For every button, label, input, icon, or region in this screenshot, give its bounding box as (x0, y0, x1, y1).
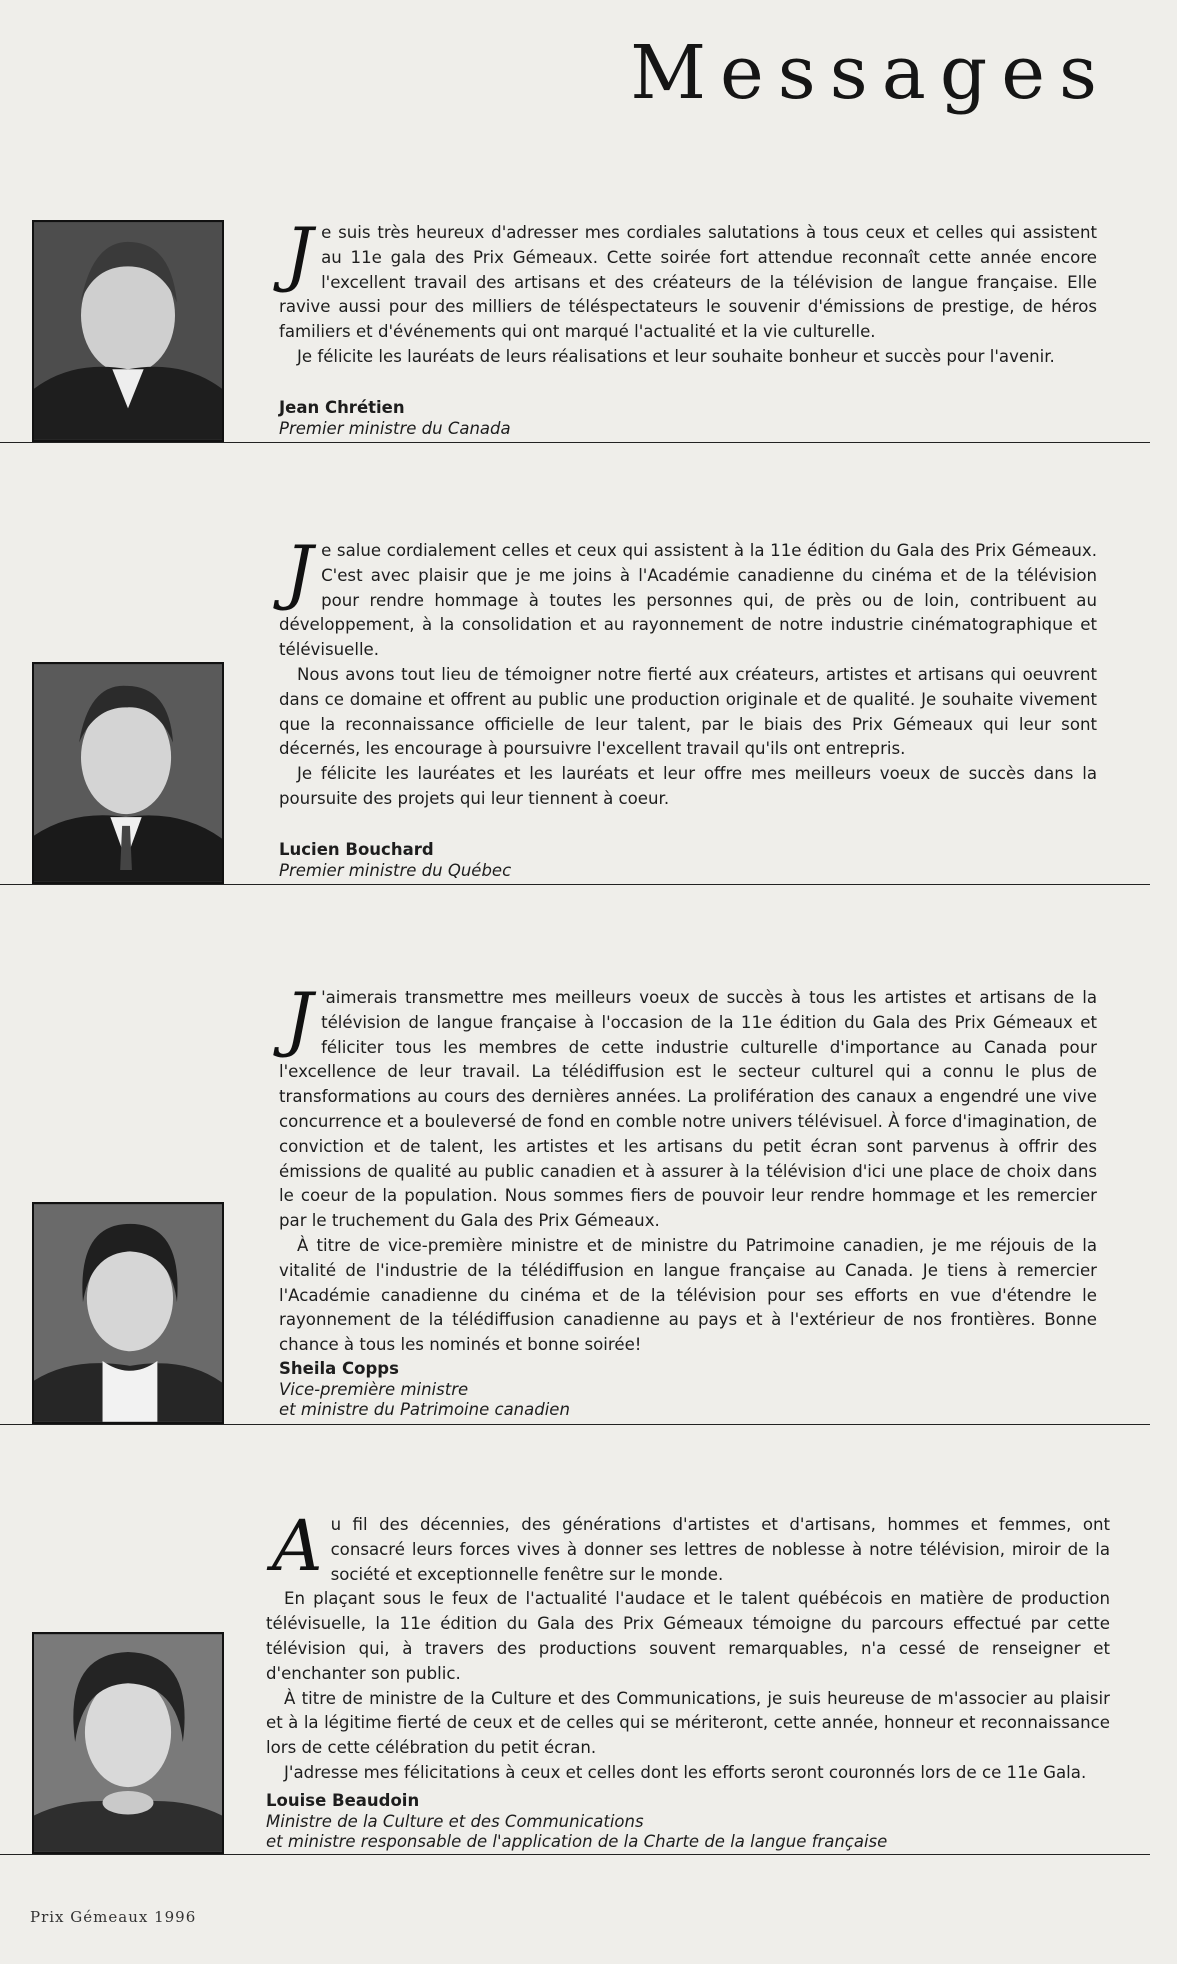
signatory-title: et ministre du Patrimoine canadien (279, 1400, 570, 1419)
message-paragraph: Nous avons tout lieu de témoigner notre fierté aux créateurs, artistes et artisans qui oeuvrent dans ce domaine et offrent au public une production originale et de qualité. Je souhaite vivement que la reconnaissance officielle de leur talent, par le biais des Prix Gémeaux qui leur sont décernés, les encourage à poursuivre l'excellent travail qu'ils ont entrepris. (279, 664, 1097, 759)
page-title: Messages (630, 30, 1111, 116)
drop-cap: J (285, 978, 314, 1060)
portrait-image (34, 222, 222, 440)
message-text (266, 1505, 1110, 1786)
message-paragraph: u fil des décennies, des générations d'artistes et d'artisans, hommes et femmes, ont consacré leurs forces vives à donner ses lettres de noblesse à notre télévision, miroir de la société et exceptionnelle fenêtre sur le monde. (330, 1515, 1110, 1584)
portrait-photo (32, 220, 224, 442)
portrait-photo (32, 1632, 224, 1854)
drop-cap: A (272, 1505, 323, 1587)
section-divider (0, 442, 1150, 443)
signatory-name: Sheila Copps (279, 1359, 399, 1378)
message-block (0, 975, 1150, 1425)
portrait-image (34, 1204, 222, 1422)
message-block (0, 1505, 1150, 1855)
message-paragraph: Je félicite les lauréates et les lauréats et leur offre mes meilleurs voeux de succès dans la poursuite des projets qui leur tiennent à coeur. (279, 764, 1097, 808)
message-paragraph: J'adresse mes félicitations à ceux et celles dont les efforts seront couronnés lors de ce 11e Gala. (284, 1762, 1087, 1782)
drop-cap: J (285, 531, 314, 613)
message-text (279, 531, 1097, 812)
portrait-image (34, 664, 222, 882)
signatory-title: Vice-première ministre (279, 1380, 469, 1399)
message-block (0, 210, 1150, 443)
signatory-name: Louise Beaudoin (266, 1791, 420, 1810)
signatory-title: Premier ministre du Québec (279, 861, 512, 880)
signatory-title: et ministre responsable de l'application de la Charte de la langue française (266, 1832, 888, 1851)
portrait-image (34, 1634, 222, 1852)
portrait-photo (32, 662, 224, 884)
portrait-photo (32, 1202, 224, 1424)
signatory-name: Jean Chrétien (279, 398, 405, 417)
section-divider (0, 884, 1150, 885)
section-divider (0, 1854, 1150, 1855)
message-block (0, 530, 1150, 885)
drop-cap: J (285, 213, 314, 295)
message-paragraph: 'aimerais transmettre mes meilleurs voeux de succès à tous les artistes et artisans de la télévision de langue française à l'occasion de la 11e édition du Gala des Prix Gémeaux et féliciter tous les membres de cette industrie culturelle d'importance au Canada pour l'excellence de leur travail. La télédiffusion est le secteur culturel qui a connu le plus de transformations au cours des dernières années. La prolifération des canaux a engendré une vive concurrence et a bouleversé de fond en comble notre univers télévisuel. À force d'imagination, de conviction et de talent, les artistes et les artisans du petit écran sont parvenus à offrir des émissions de qualité au public canadien et à assurer à la télévision d'ici une place de choix dans le coeur de la population. Nous sommes fiers de pouvoir leur rendre hommage et les remercier par le truchement du Gala des Prix Gémeaux. (279, 988, 1097, 1231)
signatory-title: Ministre de la Culture et des Communications (266, 1812, 644, 1831)
message-paragraph: À titre de vice-première ministre et de ministre du Patrimoine canadien, je me réjouis de la vitalité de l'industrie de la télédiffusion en langue française au Canada. Je tiens à remercier l'Académie canadienne du cinéma et de la télévision pour ses efforts en vue d'étendre le rayonnement de la télédiffusion canadienne au pays et à l'extérieur de nos frontières. Bonne chance à tous les nominés et bonne soirée! (279, 1235, 1097, 1355)
message-paragraph: À titre de ministre de la Culture et des Communications, je suis heureuse de m'associer au plaisir et à la légitime fierté de ceux et de celles qui se mériteront, cette année, honneur et reconnaissance lors de cette célébration du petit écran. (266, 1688, 1110, 1758)
message-paragraph: e suis très heureux d'adresser mes cordiales salutations à tous ceux et celles qui assistent au 11e gala des Prix Gémeaux. Cette soirée fort attendue reconnaît cette année encore l'excellent travail des artisans et des créateurs de la télévision de langue française. Elle ravive aussi pour des milliers de téléspectateurs le souvenir d'émissions de prestige, de héros familiers et d'événements qui ont marqué l'actualité et la vie culturelle. (279, 223, 1097, 342)
message-paragraph: Je félicite les lauréats de leurs réalisations et leur souhaite bonheur et succès pour l'avenir. (297, 346, 1055, 366)
message-paragraph: e salue cordialement celles et ceux qui assistent à la 11e édition du Gala des Prix Gémeaux. C'est avec plaisir que je me joins à l'Académie canadienne du cinéma et de la télévision pour rendre hommage à toutes les personnes qui, de près ou de loin, contribuent au développement, à la consolidation et au rayonnement de notre industrie cinématographique et télévisuelle. (279, 541, 1097, 660)
message-text (279, 213, 1097, 370)
footer-label: Prix Gémeaux 1996 (30, 1908, 197, 1926)
message-text (279, 978, 1097, 1358)
signatory-title: Premier ministre du Canada (279, 419, 511, 438)
message-paragraph: En plaçant sous le feux de l'actualité l'audace et le talent québécois en matière de production télévisuelle, la 11e édition du Gala des Prix Gémeaux témoigne du parcours effectué par cette télévision qui, à travers des productions souvent remarquables, n'a cessé de renseigner et d'enchanter son public. (266, 1589, 1110, 1683)
signatory-name: Lucien Bouchard (279, 840, 434, 859)
section-divider (0, 1424, 1150, 1425)
